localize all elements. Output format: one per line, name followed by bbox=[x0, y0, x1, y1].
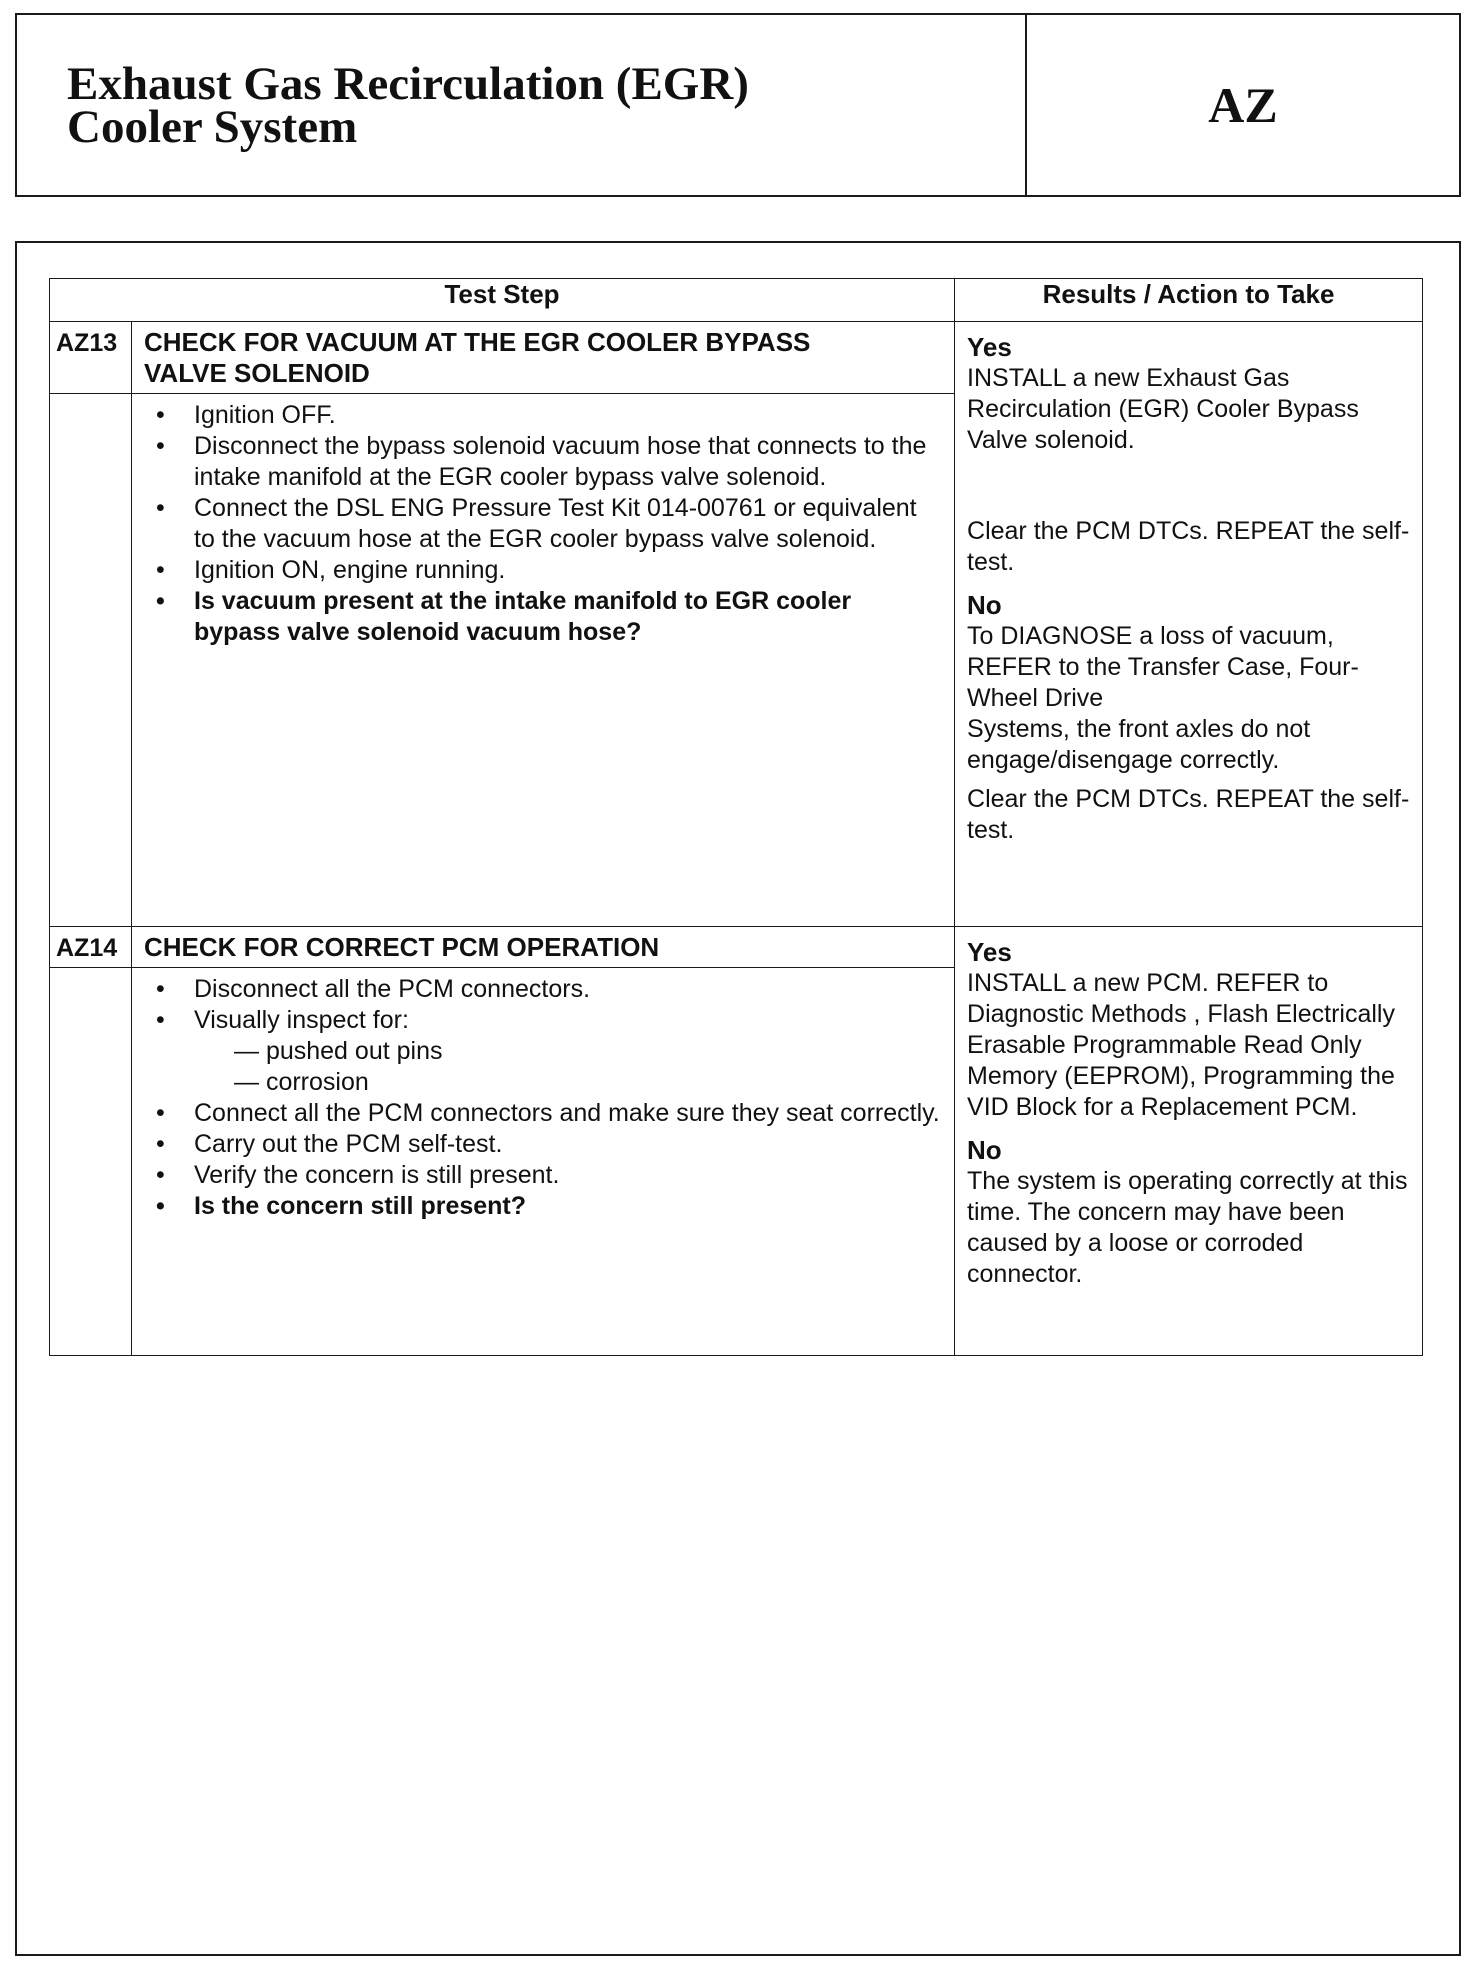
table-header-row bbox=[50, 279, 1423, 322]
step-id: AZ14 bbox=[50, 927, 132, 968]
yes-followup: Clear the PCM DTCs. REPEAT the self-test. bbox=[967, 517, 1410, 576]
no-label: No bbox=[967, 1135, 1002, 1165]
procedure-list bbox=[146, 974, 944, 1222]
bullet-icon: • bbox=[156, 432, 165, 460]
bullet-icon: • bbox=[156, 975, 165, 1003]
no-action: The system is operating correctly at this time. The concern may have been caused by a loose or corroded connector. bbox=[967, 1167, 1408, 1288]
no-action-line-2: Systems, the front axles do not engage/disengage correctly. bbox=[967, 715, 1311, 774]
list-item: • Verify the concern is still present. bbox=[156, 1161, 560, 1189]
list-item: • Carry out the PCM self-test. bbox=[156, 1130, 503, 1158]
no-action-line-1: To DIAGNOSE a loss of vacuum, REFER to the Transfer Case, Four-Wheel Drive bbox=[967, 622, 1359, 712]
step-az13-title-row bbox=[50, 322, 1423, 394]
step-title-line-1: CHECK FOR VACUUM AT THE EGR COOLER BYPASS bbox=[144, 327, 811, 357]
list-item: • Visually inspect for: — pushed out pins — corrosion bbox=[146, 1005, 944, 1098]
list-item: • Ignition OFF. bbox=[156, 401, 336, 429]
bullet-icon: • bbox=[156, 401, 165, 429]
step-az13-results bbox=[955, 322, 1423, 927]
bullet-icon: • bbox=[156, 1192, 165, 1220]
bullet-icon: • bbox=[156, 587, 165, 615]
procedure-list bbox=[146, 400, 944, 648]
step-id-spacer bbox=[50, 394, 132, 927]
sub-list-item: — pushed out pins bbox=[234, 1037, 443, 1065]
step-az13-procedure bbox=[132, 394, 955, 927]
step-id-spacer bbox=[50, 968, 132, 1356]
bullet-icon: • bbox=[156, 1099, 165, 1127]
list-item: • Ignition ON, engine running. bbox=[156, 556, 506, 584]
no-followup: Clear the PCM DTCs. REPEAT the self-test. bbox=[967, 785, 1410, 844]
step-title bbox=[132, 322, 955, 394]
step-title bbox=[132, 927, 955, 968]
list-item: • Connect the DSL ENG Pressure Test Kit 014-00761 or equivalent to the vacuum hose at the EGR cooler bypass valve solenoid. bbox=[156, 494, 917, 553]
step-az14-results bbox=[955, 927, 1423, 1356]
page-header bbox=[15, 13, 1461, 197]
bullet-icon: • bbox=[156, 1006, 165, 1034]
diagnostic-table bbox=[49, 278, 1423, 1356]
yes-action: INSTALL a new PCM. REFER to Diagnostic Methods , Flash Electrically Erasable Programmable Read Only Memory (EEPROM), Programming the VID Block for a Replacement PCM. bbox=[967, 969, 1395, 1121]
step-id: AZ13 bbox=[50, 322, 132, 394]
page-title-line-1: Exhaust Gas Recirculation (EGR) bbox=[67, 58, 749, 110]
bullet-icon: • bbox=[156, 494, 165, 522]
list-item: • Disconnect all the PCM connectors. bbox=[156, 975, 591, 1003]
list-item-question: • Is the concern still present? bbox=[156, 1192, 527, 1220]
column-header-test-step: Test Step bbox=[50, 279, 955, 322]
yes-label: Yes bbox=[967, 937, 1012, 967]
bullet-icon: • bbox=[156, 1130, 165, 1158]
step-title-line-2: VALVE SOLENOID bbox=[144, 358, 370, 388]
list-item-question: • Is vacuum present at the intake manifold to EGR cooler bypass valve solenoid vacuum hose? bbox=[156, 587, 852, 646]
step-az14-procedure bbox=[132, 968, 955, 1356]
page-title-line-2: Cooler System bbox=[67, 101, 358, 153]
sub-list-item: — corrosion bbox=[234, 1068, 369, 1096]
step-title-line-1: CHECK FOR CORRECT PCM OPERATION bbox=[144, 932, 660, 962]
section-code: AZ bbox=[1208, 77, 1278, 133]
yes-label: Yes bbox=[967, 332, 1012, 362]
list-item: • Connect all the PCM connectors and make sure they seat correctly. bbox=[156, 1099, 940, 1127]
inspection-sublist bbox=[194, 1036, 944, 1098]
bullet-icon: • bbox=[156, 1161, 165, 1189]
yes-action: INSTALL a new Exhaust Gas Recirculation (EGR) Cooler Bypass Valve solenoid. bbox=[967, 364, 1359, 454]
step-az14-title-row bbox=[50, 927, 1423, 968]
page-title bbox=[67, 58, 749, 153]
list-item: • Disconnect the bypass solenoid vacuum hose that connects to the intake manifold at the EGR cooler bypass valve solenoid. bbox=[156, 432, 927, 491]
no-label: No bbox=[967, 590, 1002, 620]
bullet-icon: • bbox=[156, 556, 165, 584]
column-header-results: Results / Action to Take bbox=[955, 279, 1423, 322]
